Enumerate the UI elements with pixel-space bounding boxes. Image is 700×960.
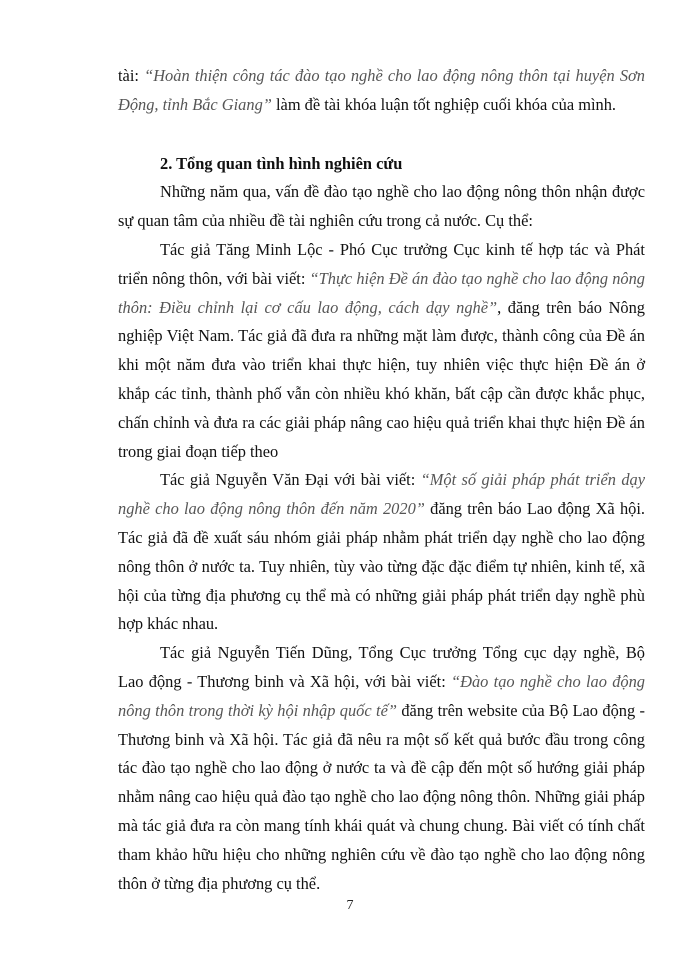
dai-article-title: “Một số giải pháp phát triển dạy nghề cho lao động nông thôn đến năm 2020” bbox=[118, 470, 645, 519]
dung-text-b: đăng trên website của Bộ Lao động - Thương binh và Xã hội. Tác giả đã nêu ra một số kết quả bước đầu trong công tác đào tạo nghề cho lao động ở nước ta và đề cập đến một số hướng giải pháp nhằm nâng cao hiệu quả đào tạo nghề cho lao động nông thôn. Những giải pháp mà tác giả đưa ra còn mang tính khái quát và chung chung. Bài viết có tính chất tham khảo hữu hiệu cho những nghiên cứu về đào tạo nghề cho lao động nông thôn ở từng địa phương cụ thể. bbox=[118, 700, 645, 893]
section-heading: 2. Tổng quan tình hình nghiên cứu bbox=[160, 153, 403, 173]
thesis-title: “Hoàn thiện công tác đào tạo nghề cho lao động nông thôn tại huyện Sơn Động, tỉnh Bắc Giang” bbox=[118, 66, 645, 114]
paragraph-tang-minh-loc bbox=[118, 236, 645, 466]
paragraph-nguyen-van-dai bbox=[118, 466, 645, 639]
paragraph-nguyen-tien-dung bbox=[118, 639, 645, 898]
dai-text-b: đăng trên báo Lao động Xã hội. Tác giả đã đề xuất sáu nhóm giải pháp nhằm phát triển dạy nghề cho lao động nông thôn ở nước ta. Tuy nhiên, tùy vào từng đặc đặc điểm tự nhiên, kinh tế, xã hội của từng địa phương cụ thể mà có những giải pháp phát triển dạy nghề phù hợp khác nhau. bbox=[118, 499, 645, 634]
dai-text-a: Tác giả Nguyễn Văn Đại với bài viết: bbox=[160, 470, 421, 490]
dung-article-title: “Đào tạo nghề cho lao động nông thôn trong thời kỳ hội nhập quốc tế” bbox=[118, 671, 645, 720]
document-page bbox=[118, 62, 645, 898]
dung-text-a: Tác giả Nguyễn Tiến Dũng, Tổng Cục trưởng Tổng cục dạy nghề, Bộ Lao động - Thương binh và Xã hội, với bài viết: bbox=[118, 643, 645, 691]
page-number: 7 bbox=[346, 898, 354, 913]
overview-paragraph: Những năm qua, vấn đề đào tạo nghề cho lao động nông thôn nhận được sự quan tâm của nhiều đề tài nghiên cứu trong cả nước. Cụ thể: bbox=[118, 182, 645, 231]
loc-text-a: Tác giả Tăng Minh Lộc - Phó Cục trưởng Cục kinh tế hợp tác và Phát triển nông thôn, với bài viết: bbox=[118, 239, 645, 288]
loc-text-b: , đăng trên báo Nông nghiệp Việt Nam. Tác giả đã đưa ra những mặt làm được, thành công của Đề án khi một năm đưa vào triển khai thực hiện, tuy nhiên việc thực hiện Đề án ở khắp các tỉnh, thành phố vẫn còn nhiều khó khăn, bất cập cần được khắc phục, chấn chỉnh và đưa ra các giải pháp nâng cao hiệu quả triển khai thực hiện Đề án trong giai đoạn tiếp theo bbox=[118, 297, 645, 461]
intro-suffix: làm đề tài khóa luận tốt nghiệp cuối khóa của mình. bbox=[271, 94, 617, 114]
intro-prefix: tài: bbox=[118, 66, 145, 85]
intro-paragraph bbox=[118, 62, 645, 120]
loc-article-title: “Thực hiện Đề án đào tạo nghề cho lao động nông thôn: Điều chỉnh lại cơ cấu lao động, cách dạy nghề” bbox=[118, 268, 645, 317]
